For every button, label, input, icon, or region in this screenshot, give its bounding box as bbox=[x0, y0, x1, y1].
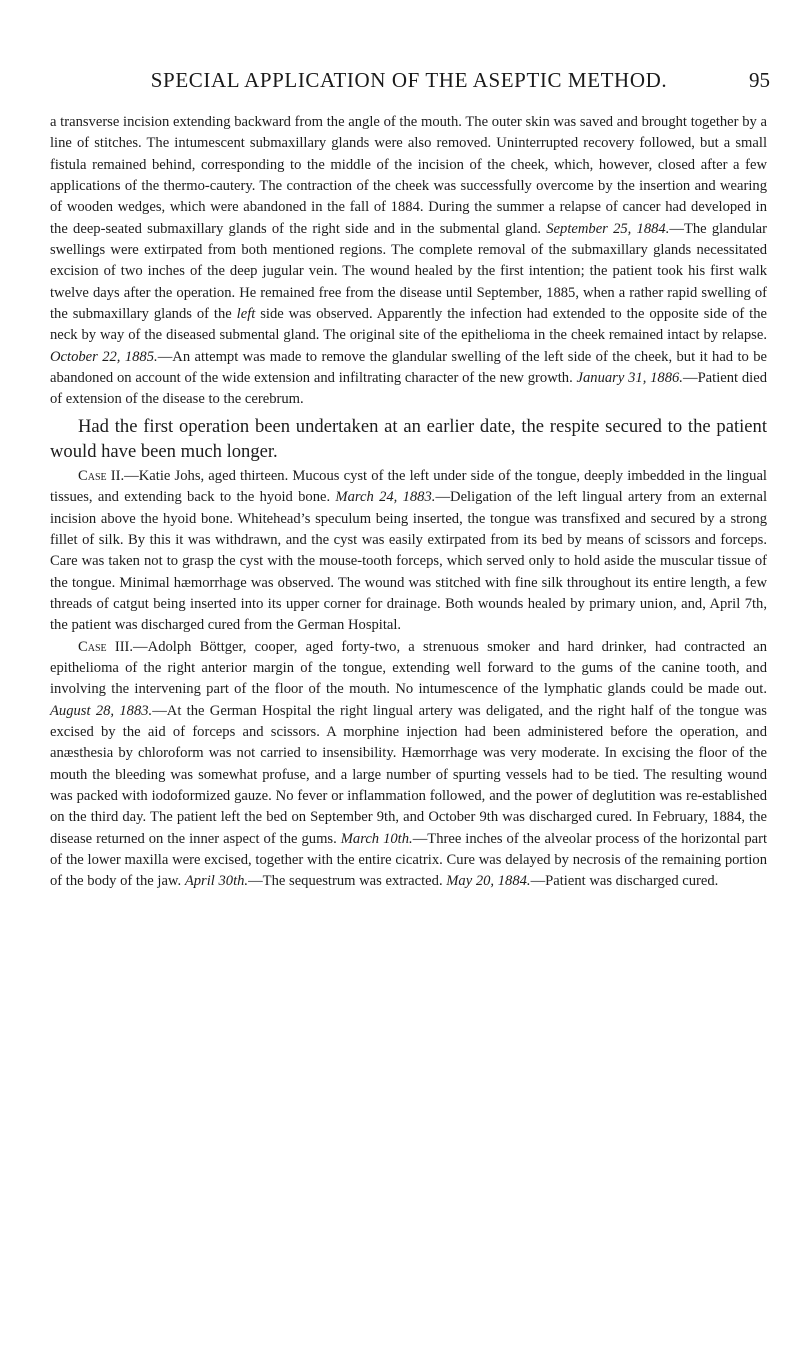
text-run: —Three inches of the alveolar process of the horizontal part of the lower maxilla were excised, together with the entire cicatrix. Cure was delayed by necrosis of the remaining portion of the body of the jaw. bbox=[50, 830, 768, 890]
text-run: side was observed. Apparently the infection had extended to the opposite side of the neck by way of the diseased submental gland. The original site of the epithelioma in the cheek remained intact by relapse. bbox=[50, 306, 768, 344]
running-title: SPECIAL APPLICATION OF THE ASEPTIC METHOD. bbox=[150, 68, 668, 92]
text-run: III.—Adolph Böttger, cooper, aged forty-two, a strenuous smoker and hard drinker, had contracted an epithelioma of the right anterior margin of the tongue, extending well forward to the gums of the canine tooth, and involving the intervening part of the floor of the mouth. No intumescence of the lymphatic glands could be made out. bbox=[50, 638, 767, 698]
date-reference: April 30th. bbox=[184, 873, 249, 890]
text-run: —Deligation of the left lingual artery from an external incision above the hyoid bone. Whitehead’s speculum being inserted, the tongue was transfixed and secured by a strong fillet of silk. By this it was withdrawn, and the cyst was easily extirpated from its bed by means of scissors and forceps. Care was taken not to grasp the cyst with the mouse-tooth forceps, which served only to hold aside the muscular tissue of the tongue. Minimal hæmorrhage was observed. The wound was stitched with fine silk throughout its entire length, a few threads of catgut being inserted into its upper corner for drainage. Both wounds healed by primary union, and, April 7th, the patient was discharged cured from the German Hospital. bbox=[50, 489, 767, 634]
text-run: —An attempt was made to remove the glandular swelling of the left side of the cheek, but it had to be abandoned on account of the wide extension and infiltrating character of the new growth. bbox=[50, 348, 767, 387]
date-reference: March 10th. bbox=[340, 830, 413, 847]
date-reference: May 20, 1884. bbox=[446, 873, 531, 890]
page-number: 95 bbox=[749, 68, 770, 92]
text-run: —Patient died of extension of the disease to the cerebrum. bbox=[50, 370, 767, 408]
paragraph bbox=[50, 112, 767, 411]
text-run: Had the first operation been undertaken at an earlier date, the respite secured to the patient would have been much longer. bbox=[50, 415, 767, 462]
date-reference: March 24, 1883. bbox=[335, 489, 436, 506]
case-label: Case bbox=[78, 467, 107, 484]
paragraph bbox=[50, 637, 767, 893]
date-reference: left bbox=[236, 306, 256, 323]
text-run: —Patient was discharged cured. bbox=[530, 873, 719, 890]
date-reference: October 22, 1885. bbox=[50, 348, 158, 365]
date-reference: August 28, 1883. bbox=[50, 702, 153, 719]
paragraph bbox=[50, 466, 767, 637]
text-run: —The sequestrum was extracted. bbox=[248, 873, 447, 890]
text-run: a transverse incision extending backward from the angle of the mouth. The outer skin was saved and brought together by a line of stitches. The intumescent submaxillary glands were also removed. Uninterrupted recovery followed, but a small fistula remained behind, corresponding to the middle of the incision of the cheek, which, however, closed after a few applications of the thermo-cautery. The contraction of the cheek was successfully overcome by the insertion and wearing of wooden wedges, which were abandoned in the fall of 1884. During the summer a relapse of cancer had developed in the deep-seated submaxillary glands of the right side and in the submental gland. bbox=[50, 114, 767, 237]
running-header bbox=[48, 68, 770, 98]
date-reference: January 31, 1886. bbox=[576, 370, 683, 387]
date-reference: September 25, 1884. bbox=[546, 220, 670, 237]
text-run: —At the German Hospital the right lingual artery was deligated, and the right half of the tongue was excised by the aid of forceps and scissors. A morphine injection had been administered before the operation, and anæsthesia by chloroform was not carried to insensibility. Hæmorrhage was very moderate. In excising the floor of the mouth the bleeding was somewhat profuse, and a large number of spurting vessels had to be tied. The resulting wound was packed with iodoformized gauze. No fever or inflammation followed, and the power of deglutition was re-established on the third day. The patient left the bed on September 9th, and October 9th was discharged cured. In February, 1884, the disease returned on the inner aspect of the gums. bbox=[50, 702, 767, 847]
text-run: II.—Katie Johs, aged thirteen. Mucous cyst of the left under side of the tongue, deeply imbedded in the lingual tissues, and extending back to the hyoid bone. bbox=[50, 467, 767, 506]
case-label: Case bbox=[78, 638, 107, 655]
body-text bbox=[50, 112, 767, 893]
paragraph bbox=[50, 414, 767, 464]
text-run: —The glandular swellings were extirpated from both mentioned regions. The complete removal of the submaxillary glands necessitated excision of two inches of the deep jugular vein. The wound healed by the first intention; the patient took his first walk twelve days after the operation. He remained free from the disease until September, 1885, when a rather rapid swelling of the submaxillary glands of the bbox=[50, 220, 767, 323]
